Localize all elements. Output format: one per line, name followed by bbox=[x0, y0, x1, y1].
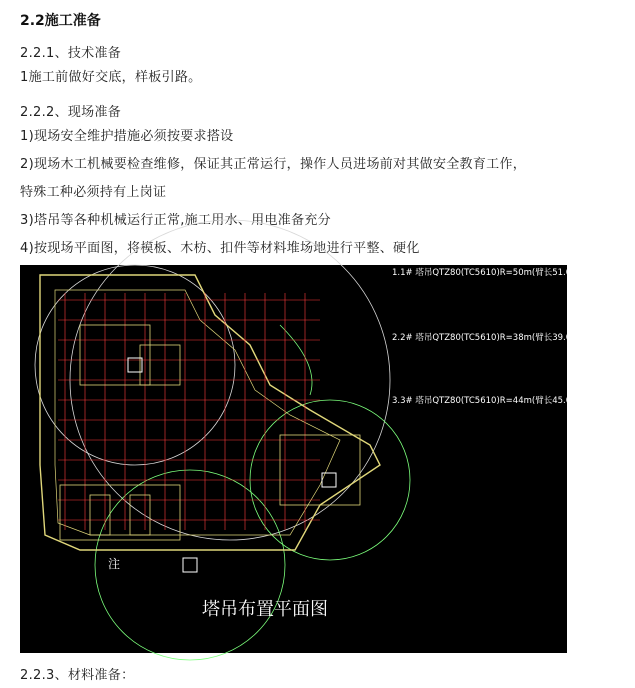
section-title: 2.2施工准备 bbox=[20, 13, 101, 29]
crane-note-line: 1.1# 塔吊QTZ80(TC5610)R=50m(臂长51.09m) bbox=[392, 268, 589, 278]
tech-heading: 2.2.1、技术准备 bbox=[20, 46, 122, 61]
crane-note-line: 2.2# 塔吊QTZ80(TC5610)R=38m(臂长39.09m) bbox=[392, 333, 589, 343]
site-heading: 2.2.2、现场准备 bbox=[20, 105, 122, 120]
tech-item: 1施工前做好交底，样板引路。 bbox=[20, 70, 202, 85]
tower-crane-layout-drawing bbox=[20, 265, 589, 653]
site-item: 3)塔吊等各种机械运行正常,施工用水、用电准备充分 bbox=[20, 213, 331, 228]
note-label: 注 bbox=[108, 557, 121, 571]
site-item: 1)现场安全维护措施必须按要求搭设 bbox=[20, 129, 234, 144]
site-item: 特殊工种必须持有上岗证 bbox=[20, 185, 167, 200]
crane-note-line: 3.3# 塔吊QTZ80(TC5610)R=44m(臂长45.09m) bbox=[392, 396, 589, 406]
site-item: 4)按现场平面图，将模板、木枋、扣件等材料堆场地进行平整、硬化 bbox=[20, 241, 420, 256]
materials-heading: 2.2.3、材料准备： bbox=[20, 668, 135, 683]
drawing-title: 塔吊布置平面图 bbox=[202, 599, 328, 620]
site-item: 2)现场木工机械要检查维修，保证其正常运行，操作人员进场前对其做安全教育工作， bbox=[20, 157, 527, 172]
cad-plan bbox=[20, 265, 589, 653]
